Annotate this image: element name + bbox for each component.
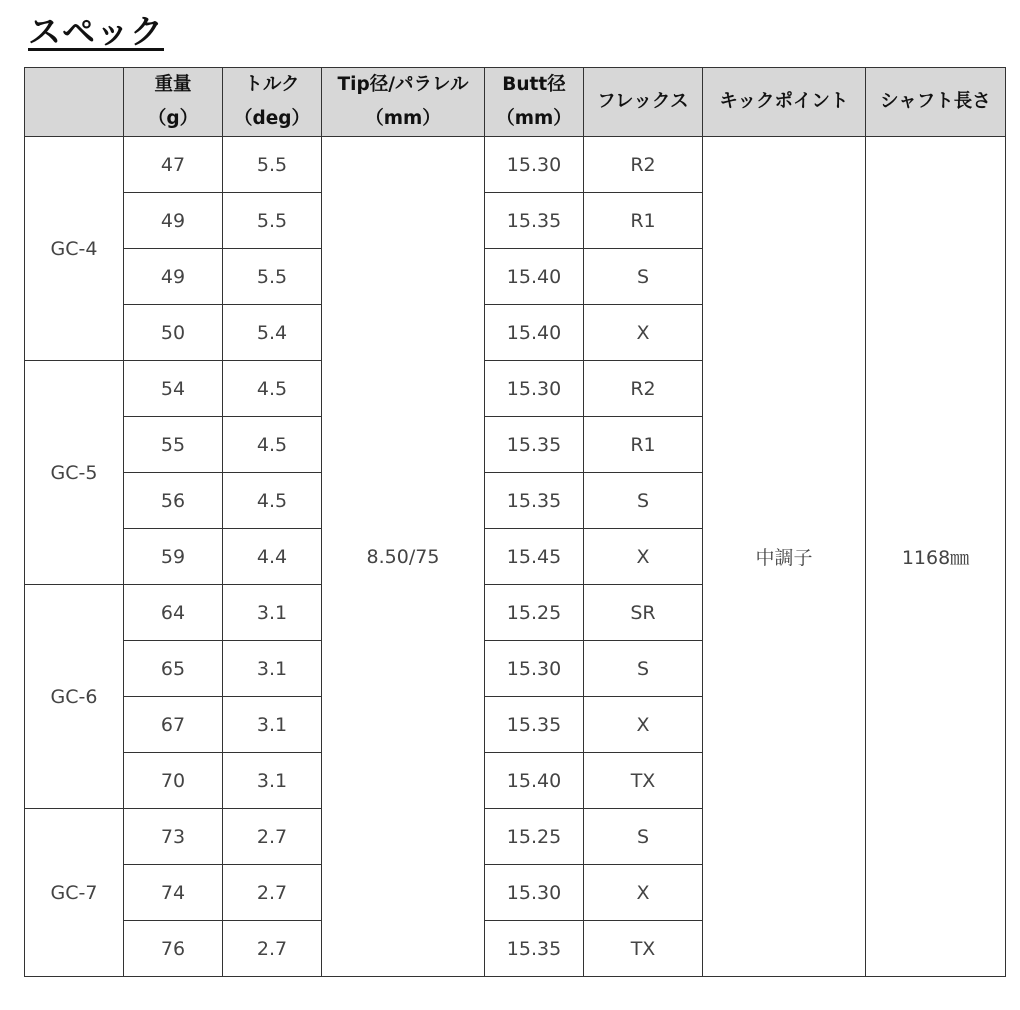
flex-cell: S (584, 249, 703, 305)
weight-cell: 55 (124, 417, 223, 473)
model-cell: GC-4 (25, 137, 124, 361)
flex-cell: X (584, 305, 703, 361)
flex-cell: X (584, 529, 703, 585)
header-torque: トルク （deg） (223, 68, 322, 137)
weight-cell: 67 (124, 697, 223, 753)
butt-cell: 15.35 (485, 193, 584, 249)
butt-cell: 15.30 (485, 641, 584, 697)
flex-cell: S (584, 641, 703, 697)
butt-cell: 15.35 (485, 417, 584, 473)
torque-cell: 2.7 (223, 921, 322, 977)
torque-cell: 4.4 (223, 529, 322, 585)
torque-cell: 2.7 (223, 865, 322, 921)
torque-cell: 5.5 (223, 137, 322, 193)
weight-cell: 49 (124, 249, 223, 305)
flex-cell: X (584, 865, 703, 921)
header-kickpoint: キックポイント (703, 68, 866, 137)
butt-cell: 15.25 (485, 809, 584, 865)
model-cell: GC-5 (25, 361, 124, 585)
butt-cell: 15.30 (485, 361, 584, 417)
weight-cell: 76 (124, 921, 223, 977)
torque-cell: 4.5 (223, 473, 322, 529)
length-cell: 1168㎜ (866, 137, 1006, 977)
torque-cell: 2.7 (223, 809, 322, 865)
header-tip: Tip径/パラレル （mm） (322, 68, 485, 137)
spec-table (24, 67, 1006, 977)
header-flex: フレックス (584, 68, 703, 137)
flex-cell: R1 (584, 417, 703, 473)
butt-cell: 15.40 (485, 249, 584, 305)
butt-cell: 15.30 (485, 865, 584, 921)
weight-cell: 59 (124, 529, 223, 585)
flex-cell: R2 (584, 137, 703, 193)
torque-cell: 3.1 (223, 753, 322, 809)
butt-cell: 15.25 (485, 585, 584, 641)
torque-cell: 4.5 (223, 417, 322, 473)
header-row (25, 68, 1006, 137)
weight-cell: 64 (124, 585, 223, 641)
flex-cell: TX (584, 921, 703, 977)
butt-cell: 15.35 (485, 697, 584, 753)
weight-cell: 49 (124, 193, 223, 249)
butt-cell: 15.40 (485, 305, 584, 361)
torque-cell: 4.5 (223, 361, 322, 417)
flex-cell: R1 (584, 193, 703, 249)
kickpoint-cell: 中調子 (703, 137, 866, 977)
flex-cell: SR (584, 585, 703, 641)
flex-cell: TX (584, 753, 703, 809)
weight-cell: 65 (124, 641, 223, 697)
flex-cell: X (584, 697, 703, 753)
weight-cell: 50 (124, 305, 223, 361)
butt-cell: 15.45 (485, 529, 584, 585)
model-cell: GC-6 (25, 585, 124, 809)
weight-cell: 73 (124, 809, 223, 865)
weight-cell: 70 (124, 753, 223, 809)
torque-cell: 3.1 (223, 641, 322, 697)
header-model (25, 68, 124, 137)
butt-cell: 15.30 (485, 137, 584, 193)
flex-cell: S (584, 809, 703, 865)
torque-cell: 5.4 (223, 305, 322, 361)
table-row (25, 137, 1006, 193)
weight-cell: 47 (124, 137, 223, 193)
butt-cell: 15.40 (485, 753, 584, 809)
torque-cell: 3.1 (223, 697, 322, 753)
flex-cell: R2 (584, 361, 703, 417)
header-butt: Butt径 （mm） (485, 68, 584, 137)
weight-cell: 74 (124, 865, 223, 921)
weight-cell: 56 (124, 473, 223, 529)
weight-cell: 54 (124, 361, 223, 417)
model-cell: GC-7 (25, 809, 124, 977)
butt-cell: 15.35 (485, 921, 584, 977)
torque-cell: 5.5 (223, 249, 322, 305)
torque-cell: 5.5 (223, 193, 322, 249)
page-title: スペック (28, 12, 164, 51)
flex-cell: S (584, 473, 703, 529)
torque-cell: 3.1 (223, 585, 322, 641)
header-weight: 重量 （g） (124, 68, 223, 137)
butt-cell: 15.35 (485, 473, 584, 529)
tip-cell: 8.50/75 (322, 137, 485, 977)
header-length: シャフト長さ (866, 68, 1006, 137)
